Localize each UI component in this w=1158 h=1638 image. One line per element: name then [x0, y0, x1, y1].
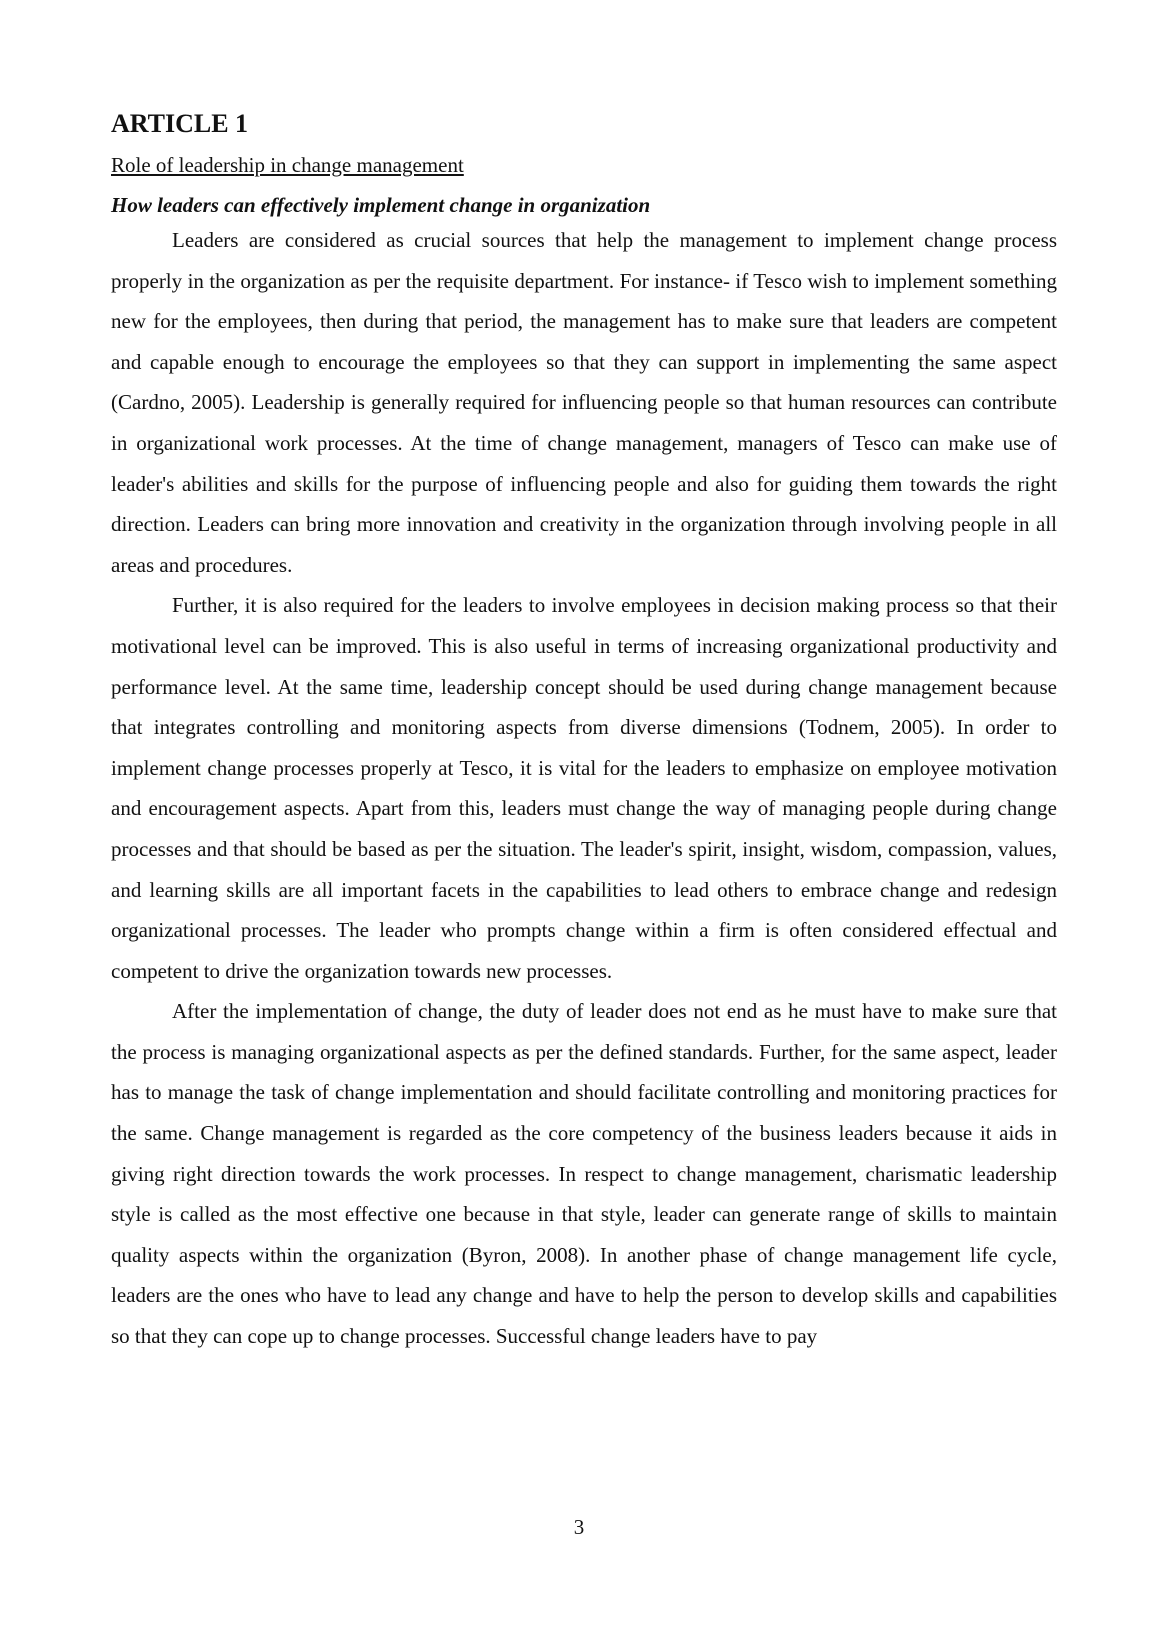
paragraph-2: Further, it is also required for the leaders to involve employees in decision making process so that their motivational level can be improved. This is also useful in terms of increasing organizational productivity and performance level. At the same time, leadership concept should be used during change management because that integrates controlling and monitoring aspects from diverse dimensions (Todnem, 2005). In order to implement change processes properly at Tesco, it is vital for the leaders to emphasize on employee motivation and encouragement aspects. Apart from this, leaders must change the way of managing people during change processes and that should be based as per the situation. The leader's spirit, insight, wisdom, compassion, values, and learning skills are all important facets in the capabilities to lead others to embrace change and redesign organizational processes. The leader who prompts change within a firm is often considered effectual and competent to drive the organization towards new processes.: [111, 593, 1057, 983]
page-number: 3: [573, 1515, 585, 1539]
page-content: [111, 108, 1057, 1357]
paragraph-1: Leaders are considered as crucial sources that help the management to implement change process properly in the organization as per the requisite department. For instance- if Tesco wish to implement something new for the employees, then during that period, the management has to make sure that leaders are competent and capable enough to encourage the employees so that they can support in implementing the same aspect (Cardno, 2005). Leadership is generally required for influencing people so that human resources can contribute in organizational work processes. At the time of change management, managers of Tesco can make use of leader's abilities and skills for the purpose of influencing people and also for guiding them towards the right direction. Leaders can bring more innovation and creativity in the organization through involving people in all areas and procedures.: [111, 228, 1057, 577]
sub-heading: How leaders can effectively implement change in organization: [111, 193, 651, 217]
section-heading: Role of leadership in change management: [111, 153, 464, 177]
paragraph-3: After the implementation of change, the duty of leader does not end as he must have to make sure that the process is managing organizational aspects as per the defined standards. Further, for the same aspect, leader has to manage the task of change implementation and should facilitate controlling and monitoring practices for the same. Change management is regarded as the core competency of the business leaders because it aids in giving right direction towards the work processes. In respect to change management, charismatic leadership style is called as the most effective one because in that style, leader can generate range of skills to maintain quality aspects within the organization (Byron, 2008). In another phase of change management life cycle, leaders are the ones who have to lead any change and have to help the person to develop skills and capabilities so that they can cope up to change processes. Successful change leaders have to pay: [111, 999, 1057, 1349]
article-title: ARTICLE 1: [111, 109, 249, 138]
